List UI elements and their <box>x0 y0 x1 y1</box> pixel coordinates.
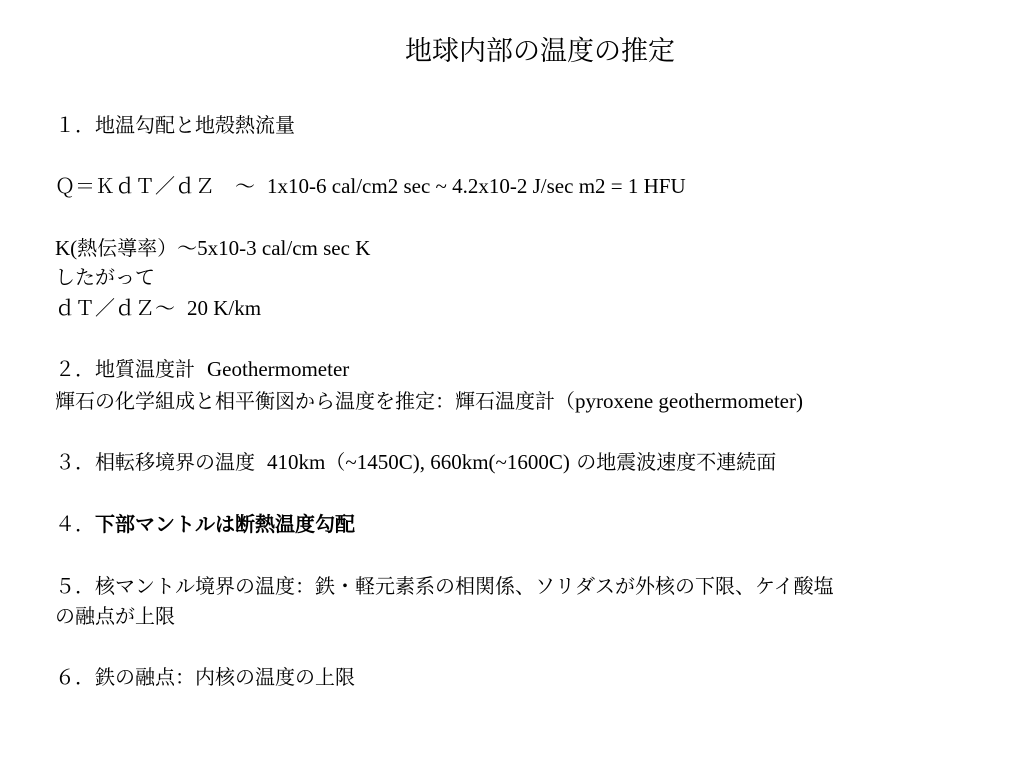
section-3-value-1: 410km <box>267 450 326 474</box>
conductivity-value: 5x10-3 cal/cm sec K <box>197 236 371 260</box>
therefore-text: したがって <box>55 265 155 289</box>
conductivity-line <box>55 235 370 261</box>
section-2-heading-line <box>55 356 349 382</box>
slide-title: 地球内部の温度の推定 <box>405 36 675 67</box>
section-3-line <box>55 449 776 475</box>
conductivity-label: 熱伝導率）～ <box>77 236 198 260</box>
section-3-suffix: の地震波速度不連続面 <box>576 450 777 474</box>
gradient-value: 20 K/km <box>187 296 262 320</box>
section-4-text: 下部マントルは断熱温度勾配 <box>95 512 355 536</box>
section-3-value-2: ~1450C), 660km(~1600C) <box>345 450 570 474</box>
section-5-line-2: の融点が上限 <box>55 604 175 628</box>
gradient-formula: ｄＴ／ｄＺ～ <box>55 296 175 320</box>
section-1-heading: １．地温勾配と地殻熱流量 <box>55 113 295 137</box>
gradient-line <box>55 295 261 321</box>
section-4-line <box>55 511 355 537</box>
heat-flow-formula: Ｑ＝ＫｄＴ／ｄＺ ～ <box>55 174 255 198</box>
section-6-line: ６．鉄の融点：内核の温度の上限 <box>55 665 355 689</box>
section-2-heading: ２．地質温度計 <box>55 357 195 381</box>
section-3-heading: ３．相転移境界の温度 <box>55 450 255 474</box>
section-2-description: 輝石の化学組成と相平衡図から温度を推定：輝石温度計（ <box>55 389 575 413</box>
section-5-line-1: ５．核マントル境界の温度：鉄・軽元素系の相関係、ソリダスが外核の下限、ケイ酸塩 <box>55 574 834 598</box>
section-2-heading-en: Geothermometer <box>207 357 350 381</box>
section-4-number: ４． <box>55 512 95 536</box>
heat-flow-value: 1x10-6 cal/cm2 sec ~ 4.2x10-2 J/sec m2 = 1 HFU <box>267 174 686 198</box>
section-2-description-line <box>55 388 803 414</box>
section-3-paren: （ <box>325 450 346 474</box>
section-2-description-en: pyroxene geothermometer) <box>575 389 803 413</box>
conductivity-prefix: K( <box>55 236 78 260</box>
heat-flow-formula-line <box>55 173 686 199</box>
